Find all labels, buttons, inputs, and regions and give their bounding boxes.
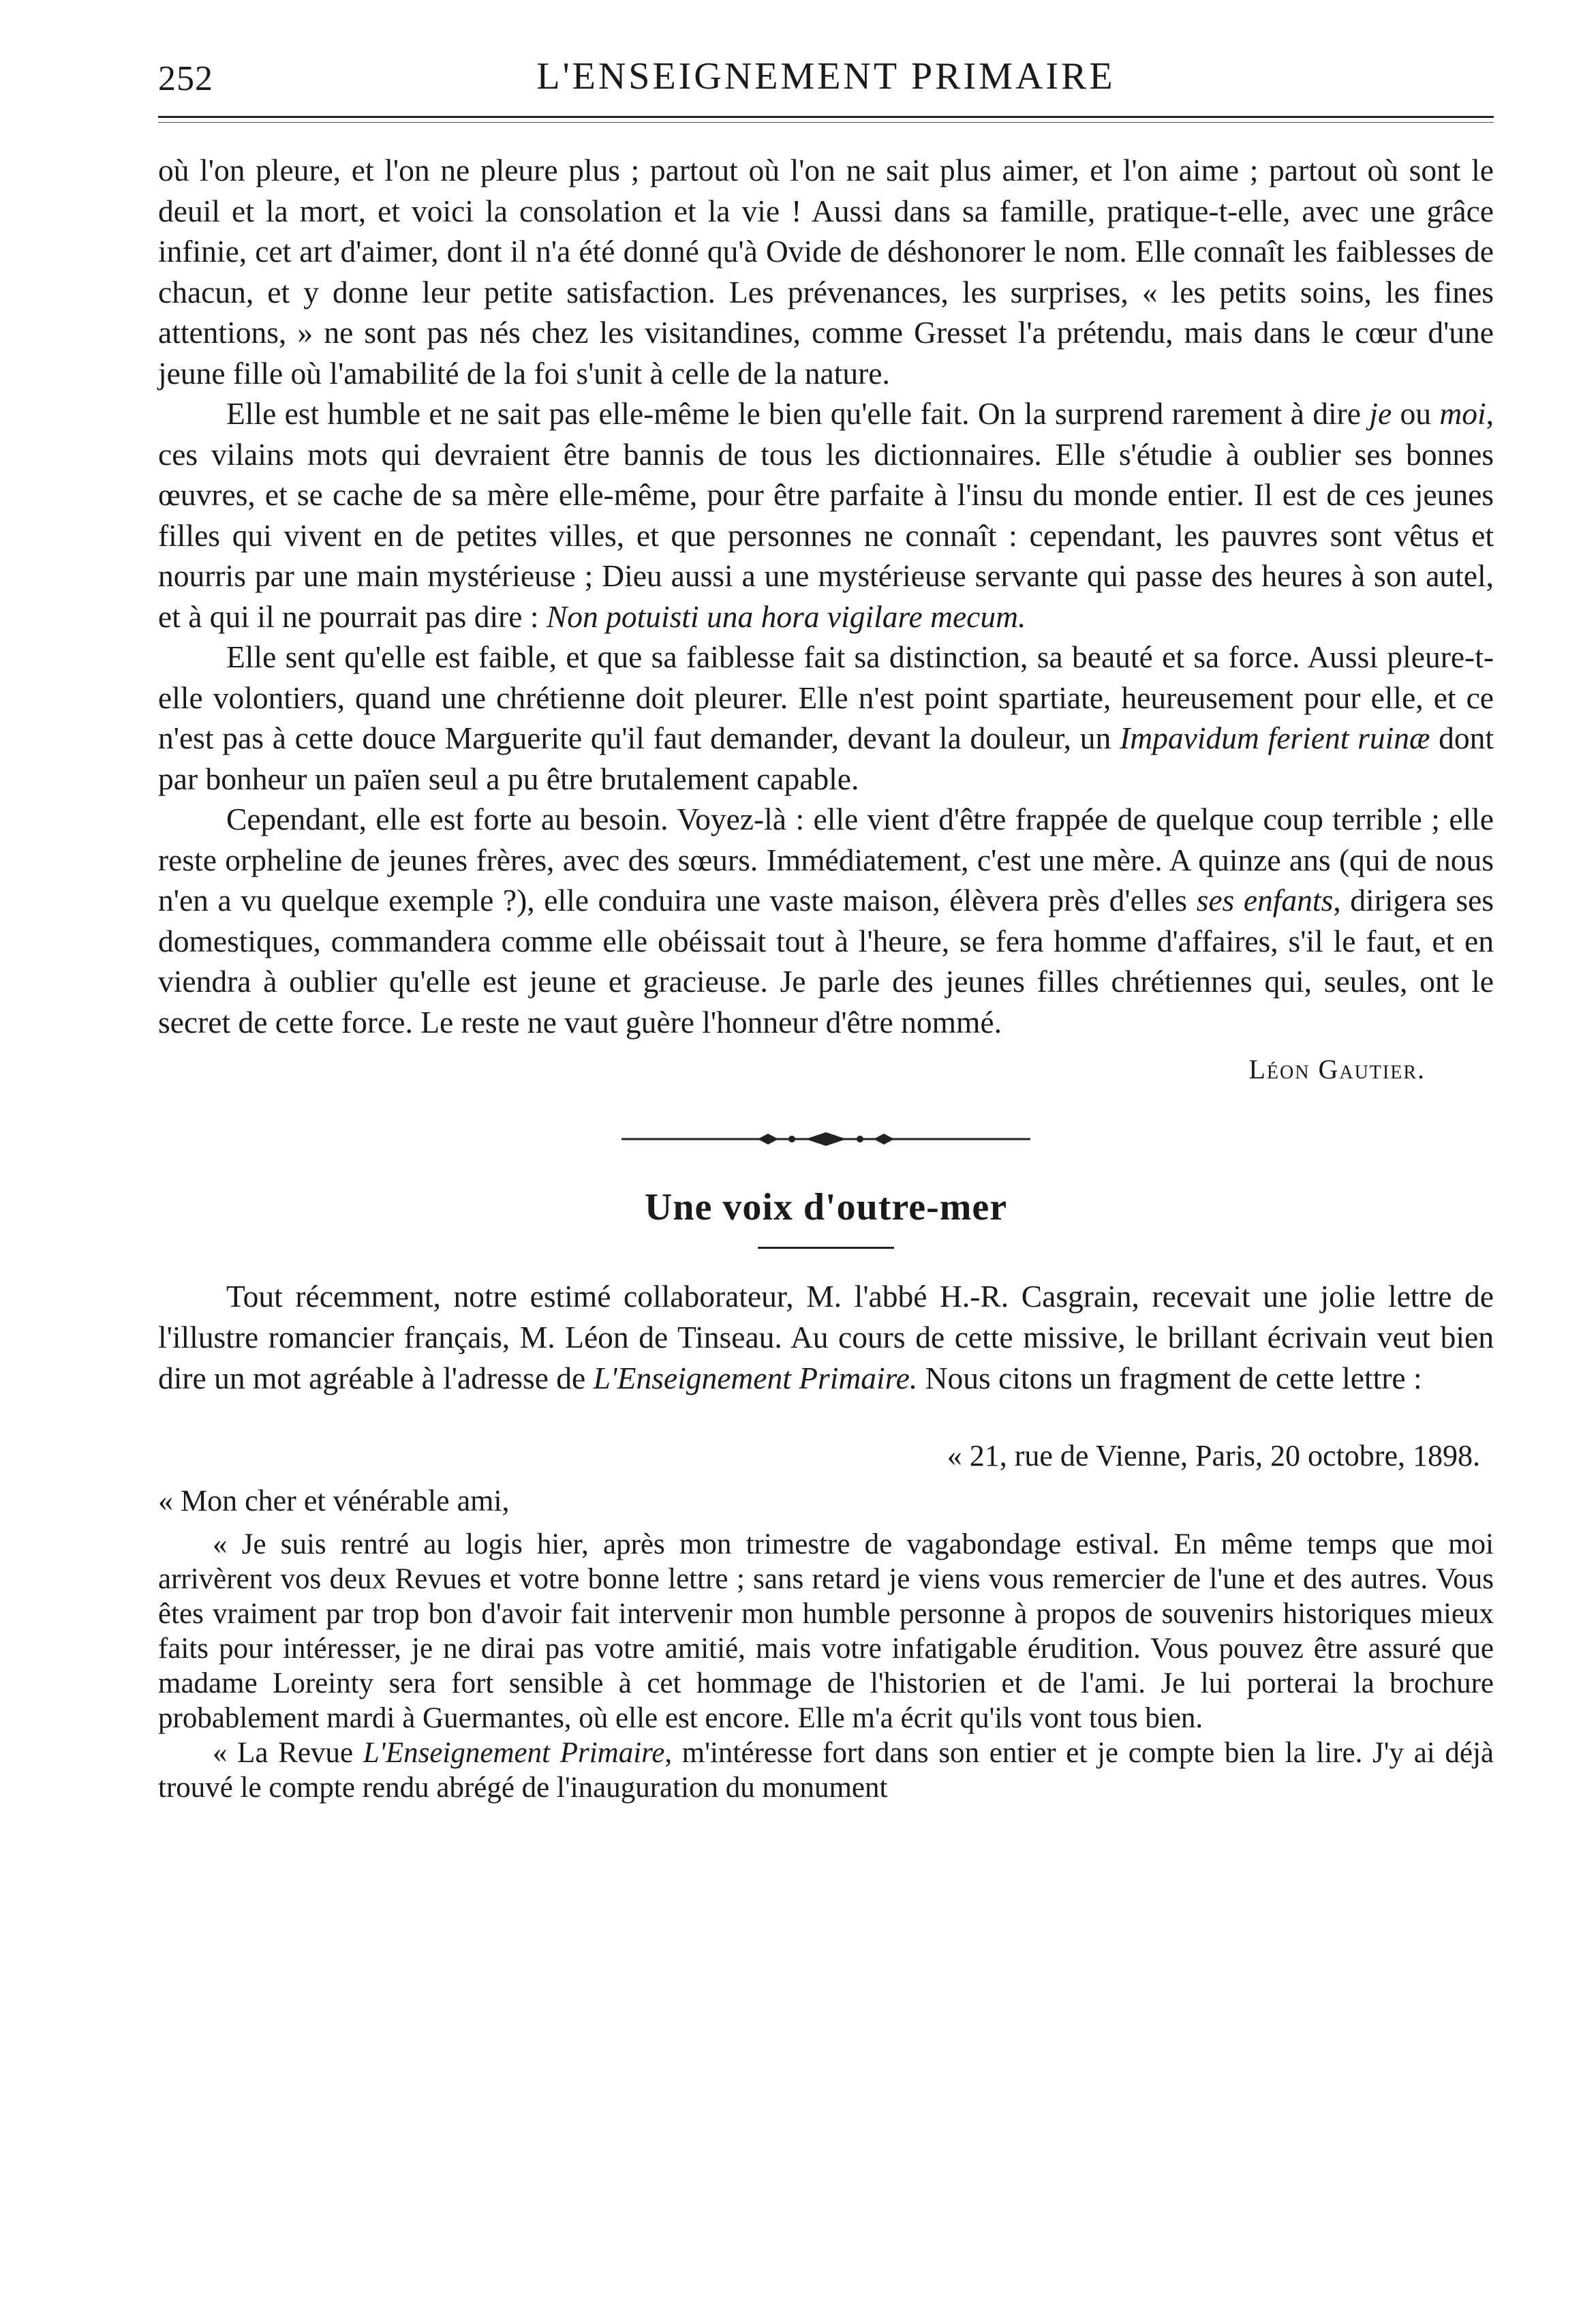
letter-date: « 21, rue de Vienne, Paris, 20 octobre, 1898. (947, 1439, 1480, 1472)
paragraph-2: Elle est humble et ne sait pas elle-même le bien qu'elle fait. On la surprend rarement à dire je ou moi, ces vilains mots qui devraient être bannis de tous les dictionnaires. Elle s'étudie à oublier ses bonnes œuvres, et se cache de sa mère elle-même, pour être parfaite à l'insu du monde entier. Il est de ces jeunes filles qui vivent en de petites villes, et que personnes ne connaît : cependant, les pauvres sont vêtus et nourris par une main mystérieuse ; Dieu aussi a une mystérieuse servante qui passe des heures à son autel, et à qui il ne pourrait pas dire : Non potuisti una hora vigilare mecum. (158, 396, 1494, 634)
title-rule (758, 1247, 894, 1249)
journal-title: L'ENSEIGNEMENT PRIMAIRE (536, 55, 1116, 97)
header-rule (158, 116, 1494, 118)
section-title: Une voix d'outre-mer (644, 1186, 1008, 1228)
italic-revue-name: L'Enseignement Primaire (363, 1737, 665, 1769)
italic-journal-name: L'Enseignement Primaire. (593, 1361, 918, 1395)
paragraph-3: Elle sent qu'elle est faible, et que sa faiblesse fait sa distinction, sa beauté et sa force. Aussi pleure-t-elle volontiers, quand une chrétienne doit pleurer. Elle n'est point spartiate, heureusement pour elle, et ce n'est pas à cette douce Marguerite qu'il faut demander, devant la douleur, un Impavidum ferient ruinæ dont par bonheur un païen seul a pu être brutalement capable. (158, 639, 1494, 796)
author-signature: Léon Gautier. (1248, 1054, 1426, 1085)
letter-paragraph-1: « Je suis rentré au logis hier, après mon trimestre de vagabondage estival. En même temps que moi arrivèrent vos deux Revues et votre bonne lettre ; sans retard je viens vous remercier de l'une et des autres. Vous êtes vraiment par trop bon d'avoir fait intervenir mon humble personne à propos de souvenirs historiques mieux faits pour intéresser, je ne dirai pas votre amitié, mais votre infatigable érudition. Vous pouvez être assuré que madame Loreinty sera fort sensible à cet hommage de l'historien et de l'ami. Je lui porterai la brochure probablement mardi à Guermantes, où elle est encore. Elle m'a écrit qu'ils vont tous bien. (158, 1528, 1494, 1734)
italic-moi: moi (1439, 396, 1486, 431)
latin-quote-2: Impavidum ferient ruinæ (1120, 721, 1430, 755)
latin-quote-1: Non potuisti una hora vigilare mecum. (546, 599, 1026, 634)
letter-body (158, 1527, 1494, 1805)
header-rule-thin (158, 122, 1494, 123)
article-body (158, 150, 1494, 1090)
intro-paragraph: Tout récemment, notre estimé collaborateur, M. l'abbé H.-R. Casgrain, recevait une jolie lettre de l'illustre romancier français, M. Léon de Tinseau. Au cours de cette missive, le brillant écrivain veut bien dire un mot agréable à l'adresse de L'Enseignement Primaire. Nous citons un fragment de cette lettre : (158, 1279, 1494, 1395)
paragraph-1: où l'on pleure, et l'on ne pleure plus ; partout où l'on ne sait plus aimer, et l'on aime ; partout où sont le deuil et la mort, et voici la consolation et la vie ! Aussi dans sa famille, pratique-t-elle, avec une grâce infinie, cet art d'aimer, dont il n'a été donné qu'à Ovide de déshonorer le nom. Elle connaît les faiblesses de chacun, et y donne leur petite satisfaction. Les prévenances, les surprises, « les petits soins, les fines attentions, » ne sont pas nés chez les visitandines, comme Gresset l'a prétendu, mais dans le cœur d'une jeune fille où l'amabilité de la foi s'unit à celle de la nature. (158, 153, 1494, 391)
ornament-divider-icon (621, 1131, 1030, 1147)
paragraph-4: Cependant, elle est forte au besoin. Voyez-là : elle vient d'être frappée de quelque coup terrible ; elle reste orpheline de jeunes frères, avec des sœurs. Immédiatement, c'est une mère. A quinze ans (qui de nous n'en a vu quelque exemple ?), elle conduira une vaste maison, élèvera près d'elles ses enfants, dirigera ses domestiques, commandera comme elle obéissait tout à l'heure, se fera homme d'affaires, s'il le faut, et en viendra à oublier qu'elle est jeune et gracieuse. Je parle des jeunes filles chrétiennes qui, seules, ont le secret de cette force. Le reste ne vaut guère l'honneur d'être nommé. (158, 802, 1494, 1040)
page (158, 41, 1494, 1805)
italic-ses-enfants: ses enfants (1196, 883, 1334, 918)
italic-je: je (1369, 396, 1392, 431)
intro-text (158, 1276, 1494, 1399)
page-number: 252 (158, 59, 213, 98)
letter-paragraph-2: « La Revue L'Enseignement Primaire, m'intéresse fort dans son entier et je compte bien la lire. J'y ai déjà trouvé le compte rendu abrégé de l'inauguration du monument (158, 1737, 1494, 1804)
letter-salutation: « Mon cher et vénérable ami, (158, 1484, 510, 1517)
running-head (158, 41, 1494, 109)
